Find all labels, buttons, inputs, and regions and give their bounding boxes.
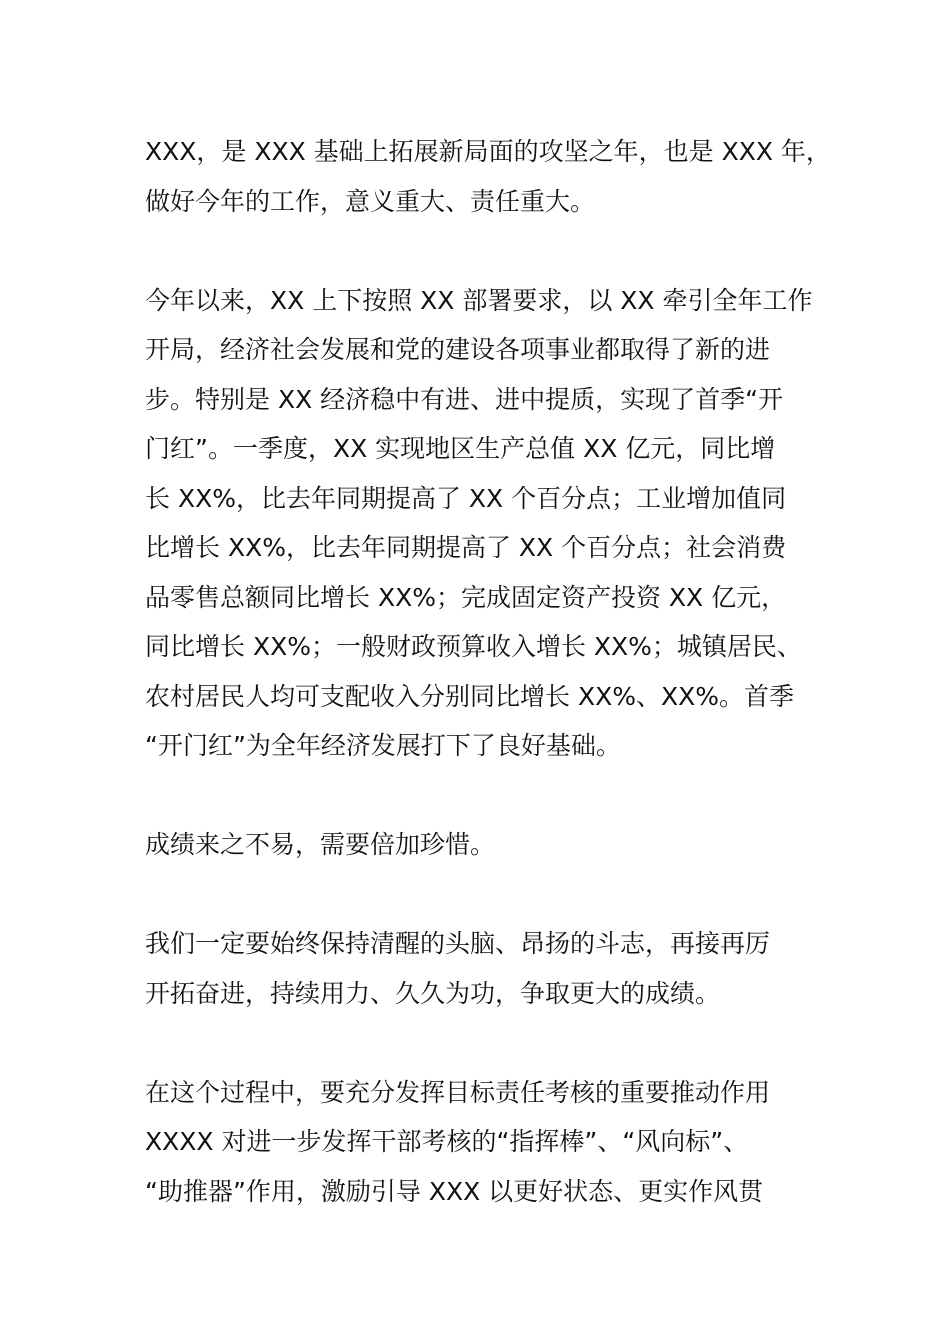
text-line: 我们一定要始终保持清醒的头脑、昂扬的斗志，再接再厉: [145, 929, 771, 958]
text-line: “助推器”作用，激励引导 XXX 以更好状态、更实作风贯: [145, 1176, 764, 1206]
paragraph-1: [145, 127, 831, 226]
text-line: 比增长 XX%，比去年同期提高了 XX 个百分点；社会消费: [145, 533, 787, 562]
text-line: 成绩来之不易，需要倍加珍惜。: [145, 830, 496, 859]
text-line: 门红”。一季度，XX 实现地区生产总值 XX 亿元，同比增: [145, 434, 776, 463]
paragraph-5: [145, 1068, 825, 1217]
text-line: 今年以来，XX 上下按照 XX 部署要求，以 XX 牵引全年工作: [145, 285, 813, 315]
paragraph-4: [145, 919, 825, 1018]
text-line: 步。特别是 XX 经济稳中有进、进中提质，实现了首季“开: [145, 384, 784, 414]
paragraph-2: [145, 276, 825, 771]
document-body: [145, 127, 831, 1266]
text-line: “开门红”为全年经济发展打下了良好基础。: [145, 731, 621, 760]
text-line: 同比增长 XX%；一般财政预算收入增长 XX%；城镇居民、: [145, 632, 802, 661]
text-line: 品零售总额同比增长 XX%；完成固定资产投资 XX 亿元，: [145, 582, 787, 612]
text-line: XXXX 对进一步发挥干部考核的“指挥棒”、“风向标”、: [145, 1127, 749, 1156]
text-line: 开拓奋进，持续用力、久久为功，争取更大的成绩。: [145, 978, 721, 1008]
paragraph-3: [145, 820, 825, 870]
text-line: XXX，是 XXX 基础上拓展新局面的攻坚之年，也是 XXX 年，: [145, 137, 831, 166]
text-line: 在这个过程中，要充分发挥目标责任考核的重要推动作用: [145, 1077, 771, 1107]
text-line: 开局，经济社会发展和党的建设各项事业都取得了新的进: [145, 335, 771, 364]
text-line: 做好今年的工作，意义重大、责任重大。: [145, 186, 596, 216]
text-line: 农村居民人均可支配收入分别同比增长 XX%、XX%。首季: [145, 681, 794, 711]
text-line: 长 XX%，比去年同期提高了 XX 个百分点；工业增加值同: [145, 483, 787, 513]
